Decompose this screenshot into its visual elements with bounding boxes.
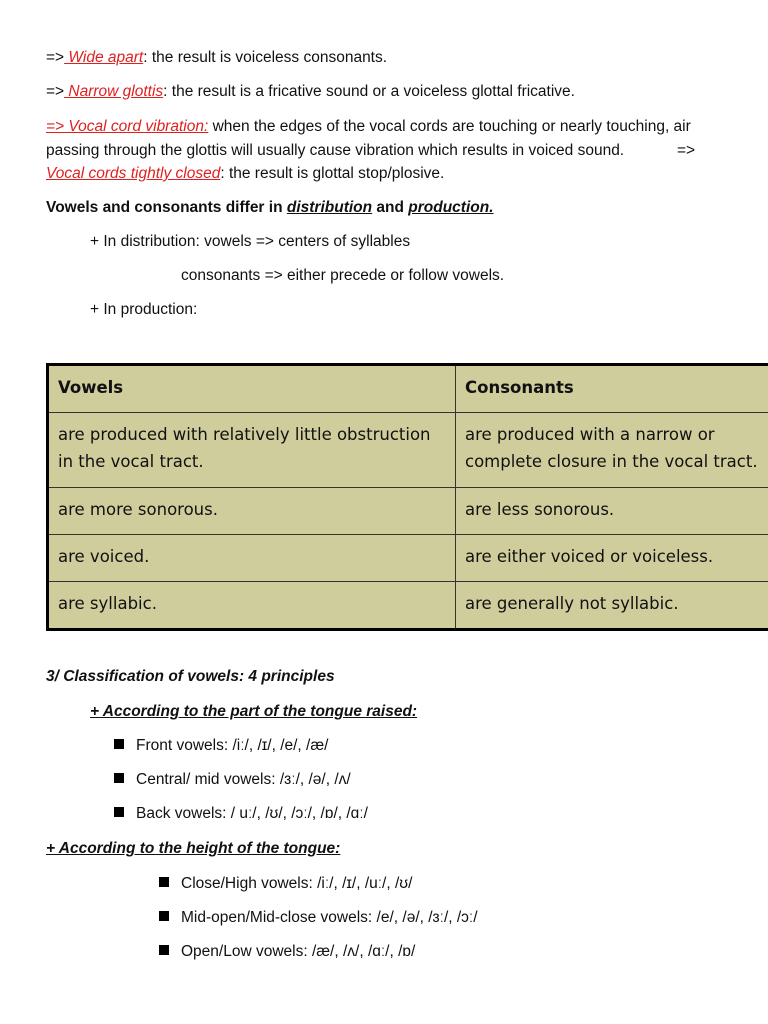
arrow-2: => bbox=[677, 142, 696, 159]
height-heading: + According to the height of the tongue: bbox=[46, 840, 341, 857]
list-item: Back vowels: / uː/, /ʊ/, /ɔː/, /ɒ/, /ɑː/ bbox=[114, 802, 368, 826]
differ-line: Vowels and consonants differ in distribution and production. bbox=[46, 199, 494, 216]
table-row bbox=[48, 582, 768, 630]
list-item: Central/ mid vowels: /ɜː/, /ə/, /ʌ/ bbox=[114, 768, 351, 792]
vibration-text-2: passing through the glottis will usually cause vibration which results in voiced sound. bbox=[46, 142, 625, 159]
list-item: Front vowels: /iː/, /ɪ/, /e/, /æ/ bbox=[114, 734, 328, 758]
arrow: => bbox=[46, 83, 65, 100]
bullet-square-icon bbox=[159, 877, 169, 887]
distribution-word: distribution bbox=[286, 199, 373, 216]
table-cell: are generally not syllabic. bbox=[456, 582, 768, 630]
tightly-closed-line bbox=[46, 162, 444, 186]
part-heading: + According to the part of the tongue raised: bbox=[90, 703, 418, 720]
vibration-line-2 bbox=[46, 139, 624, 163]
narrow-glottis-text: : the result is a fricative sound or a voiceless glottal fricative. bbox=[163, 83, 575, 100]
vocal-cord-vibration-term: => Vocal cord vibration: bbox=[46, 118, 209, 135]
table-cell: are less sonorous. bbox=[456, 488, 768, 535]
wide-apart-text: : the result is voiceless consonants. bbox=[143, 49, 388, 66]
list-item: Mid-open/Mid-close vowels: /e/, /ə/, /ɜː/, /ɔː/ bbox=[159, 906, 478, 930]
wide-apart-line bbox=[46, 46, 387, 70]
vibration-text-1: when the edges of the vocal cords are touching or nearly touching, air bbox=[208, 118, 691, 135]
distribution-line-2: consonants => either precede or follow vowels. bbox=[181, 267, 505, 284]
vibration-line-1 bbox=[46, 115, 691, 139]
bullet-square-icon bbox=[159, 945, 169, 955]
production-label: + In production: bbox=[90, 301, 198, 318]
table-cell: are produced with a narrow or complete closure in the vocal tract. bbox=[456, 413, 768, 488]
table-row bbox=[48, 535, 768, 582]
table-cell: are produced with relatively little obstruction in the vocal tract. bbox=[48, 413, 456, 488]
narrow-glottis-line bbox=[46, 80, 575, 104]
production-word: production. bbox=[408, 199, 494, 216]
bullet-square-icon bbox=[114, 773, 124, 783]
list-item: Close/High vowels: /iː/, /ɪ/, /uː/, /ʊ/ bbox=[159, 872, 412, 896]
vowels-consonants-table bbox=[46, 363, 768, 631]
wide-apart-term: Wide apart bbox=[64, 49, 144, 66]
header-vowels: Vowels bbox=[48, 365, 456, 413]
table-header-row bbox=[48, 365, 768, 413]
distribution-line-1: + In distribution: vowels => centers of syllables bbox=[90, 233, 411, 250]
tightly-closed-text: : the result is glottal stop/plosive. bbox=[220, 165, 445, 182]
table-row bbox=[48, 488, 768, 535]
table-cell: are voiced. bbox=[48, 535, 456, 582]
narrow-glottis-term: Narrow glottis bbox=[64, 83, 164, 100]
table-cell: are syllabic. bbox=[48, 582, 456, 630]
classification-title: 3/ Classification of vowels: 4 principles bbox=[46, 668, 335, 685]
table-cell: are either voiced or voiceless. bbox=[456, 535, 768, 582]
table-row bbox=[48, 413, 768, 488]
bullet-square-icon bbox=[114, 739, 124, 749]
tightly-closed-term: Vocal cords tightly closed bbox=[46, 165, 221, 182]
bullet-square-icon bbox=[159, 911, 169, 921]
bullet-square-icon bbox=[114, 807, 124, 817]
header-consonants: Consonants bbox=[456, 365, 768, 413]
arrow: => bbox=[46, 49, 65, 66]
table-cell: are more sonorous. bbox=[48, 488, 456, 535]
list-item: Open/Low vowels: /æ/, /ʌ/, /ɑː/, /ɒ/ bbox=[159, 940, 415, 964]
